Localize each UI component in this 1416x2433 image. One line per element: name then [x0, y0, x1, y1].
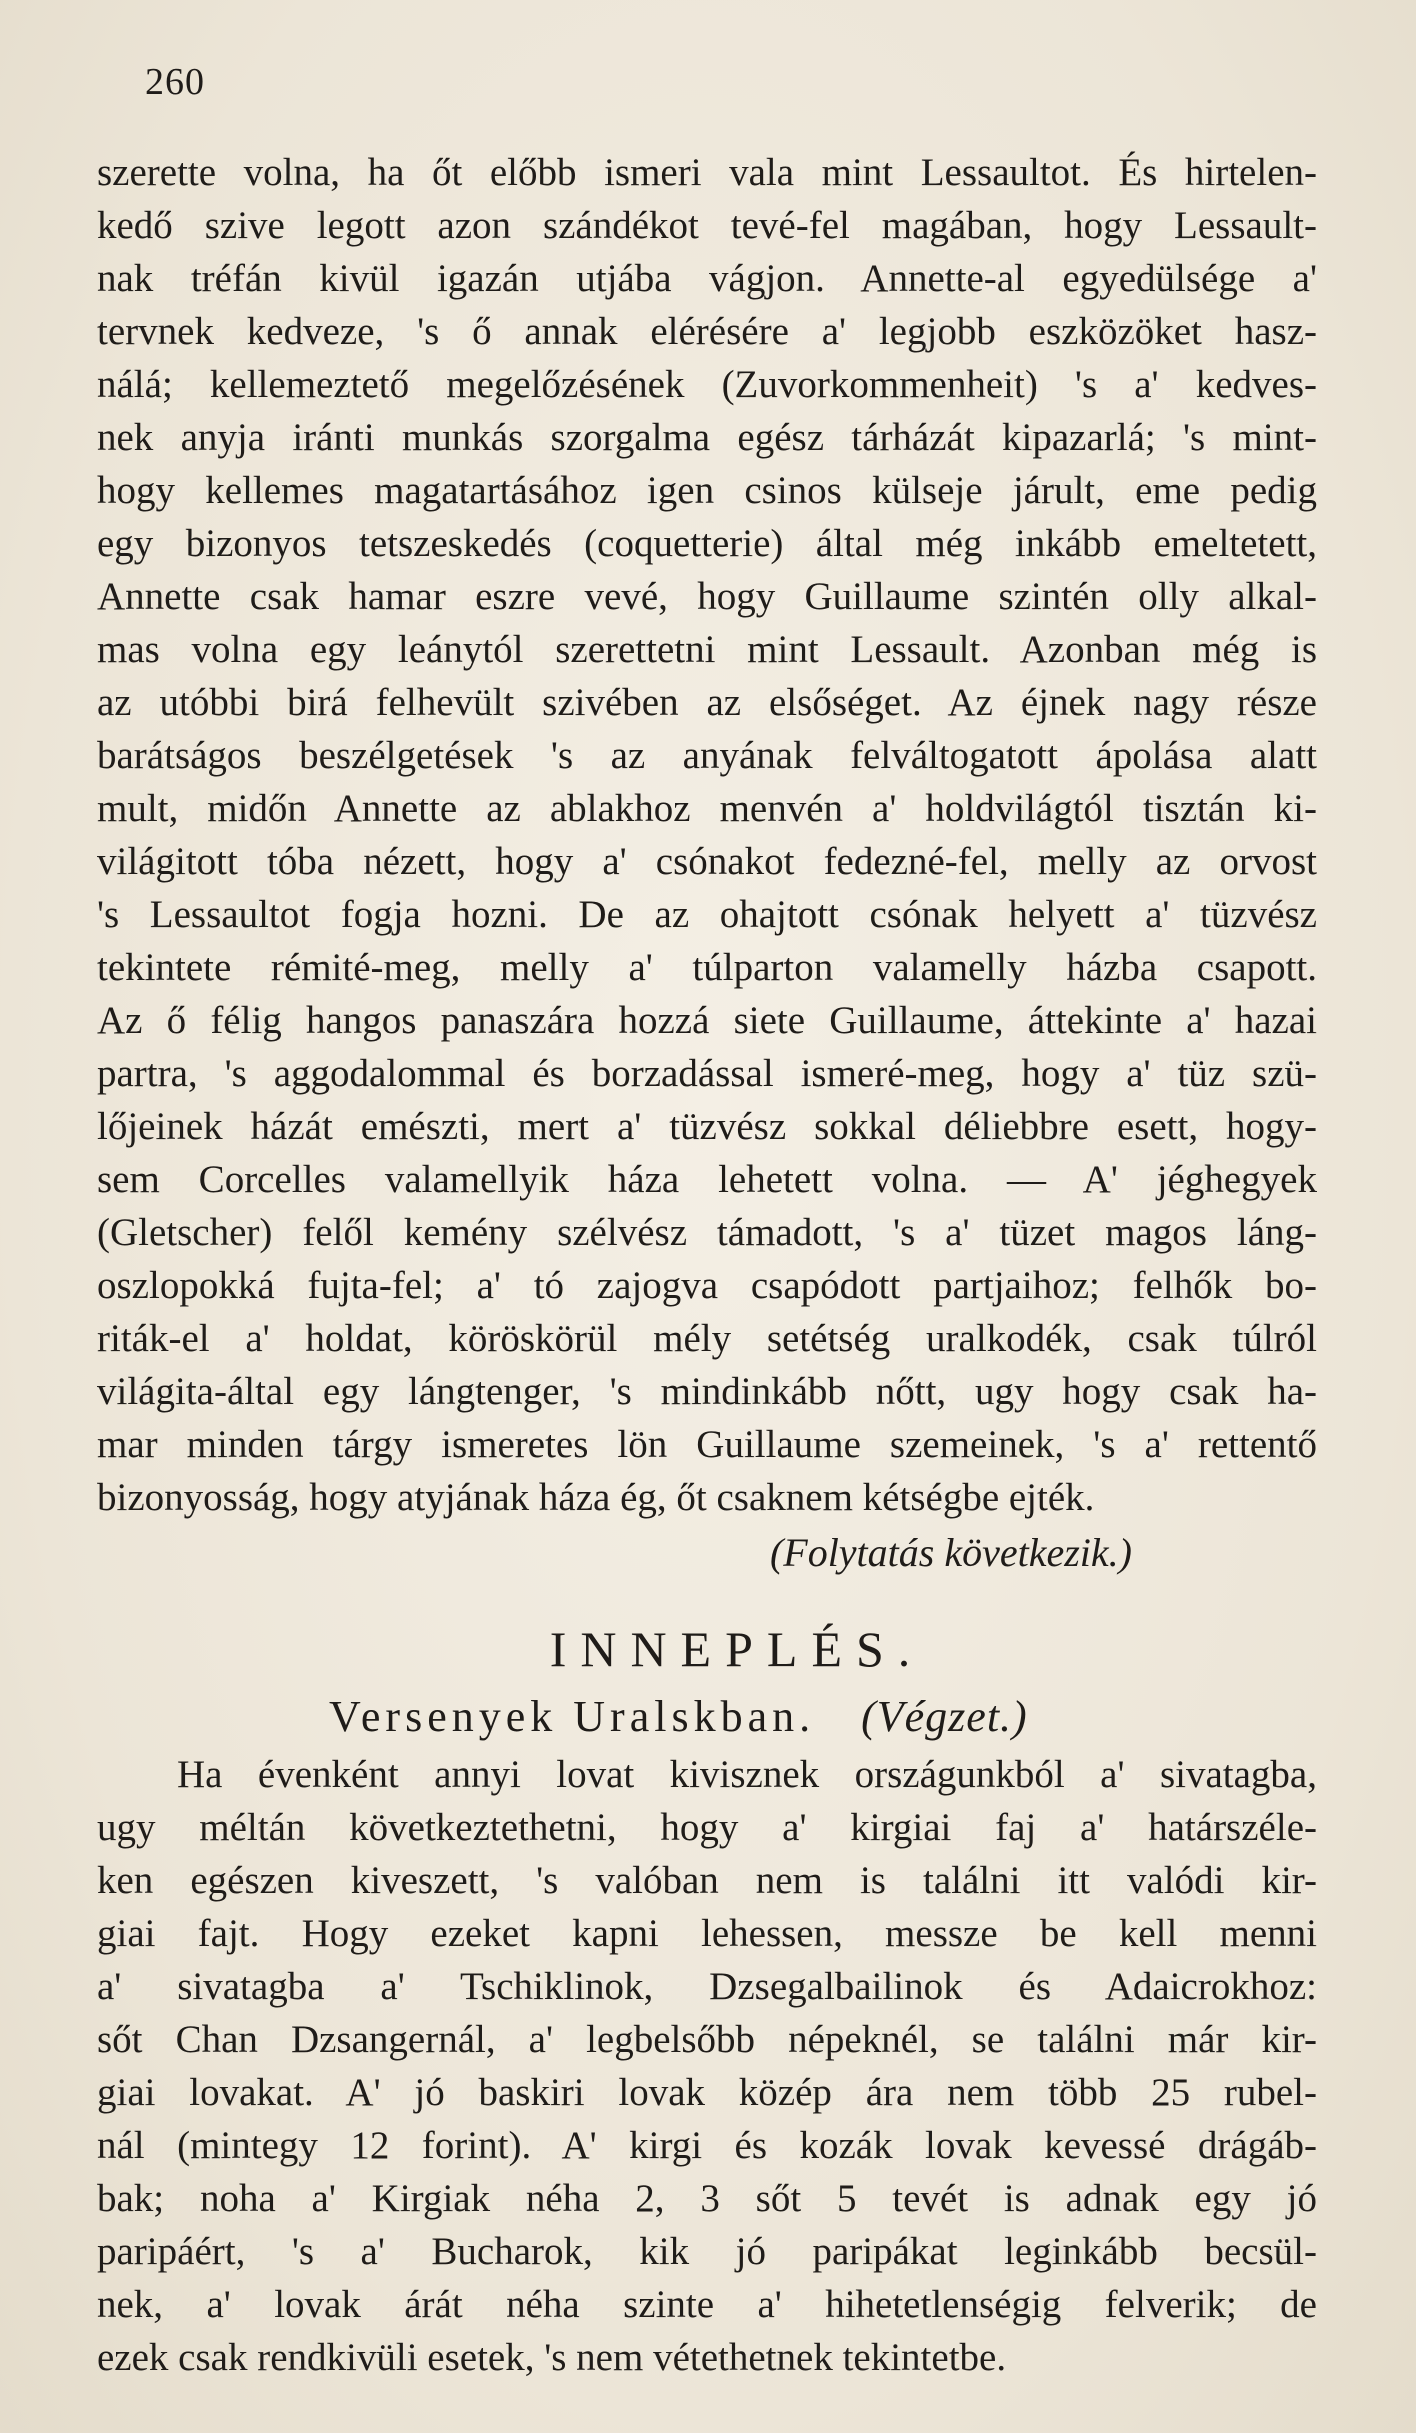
text-line: kedő szive legott azon szándékot tevé-fel magában, hogy Lessault-: [97, 204, 1317, 247]
subtitle-note: (Végzet.): [861, 1692, 1028, 1741]
text-line: mult, midőn Annette az ablakhoz menvén a' holdvilágtól tisztán ki-: [97, 787, 1317, 830]
text-line: ugy méltán következtethetni, hogy a' kirgiai faj a' határszéle-: [97, 1806, 1317, 1849]
text-line: szerette volna, ha őt előbb ismeri vala mint Lessaultot. És hirtelen-: [97, 151, 1317, 194]
text-line: bak; noha a' Kirgiak néha 2, 3 sőt 5 tevét is adnak egy jó: [97, 2177, 1317, 2220]
text-line: nak tréfán kivül igazán utjába vágjon. Annette-al egyedülsége a': [97, 257, 1317, 300]
text-line: az utóbbi birá felhevült szivében az elsőséget. Az éjnek nagy része: [97, 681, 1317, 724]
text-line: giai lovakat. A' jó baskiri lovak közép ára nem több 25 rubel-: [97, 2071, 1317, 2114]
text-line: a' sivatagba a' Tschiklinok, Dzsegalbailinok és Adaicrokhoz:: [97, 1965, 1317, 2008]
text-column: [97, 146, 1317, 2384]
text-line: Az ő félig hangos panaszára hozzá siete Guillaume, áttekinte a' hazai: [97, 999, 1317, 1042]
text-line: nálá; kellemeztető megelőzésének (Zuvorkommenheit) 's a' kedves-: [97, 363, 1317, 406]
section-subtitle: [97, 1686, 1317, 1748]
continuation-note: (Folytatás következik.): [769, 1530, 1132, 1575]
text-line: tervnek kedveze, 's ő annak elérésére a' legjobb eszközöket hasz-: [97, 310, 1317, 353]
text-line: mas volna egy leánytól szerettetni mint Lessault. Azonban még is: [97, 628, 1317, 671]
text-line: giai fajt. Hogy ezeket kapni lehessen, messze be kell menni: [97, 1912, 1317, 1955]
story-text: [97, 146, 1317, 1524]
text-line: lőjeinek házát emészti, mert a' tüzvész sokkal déliebbre esett, hogy-: [97, 1105, 1317, 1148]
article-text: [97, 1748, 1317, 2384]
text-line: riták-el a' holdat, köröskörül mély setétség uralkodék, csak túlról: [97, 1317, 1317, 1360]
text-line: 's Lessaultot fogja hozni. De az ohajtott csónak helyett a' tüzvész: [97, 893, 1317, 936]
text-line: Ha évenként annyi lovat kivisznek országunkból a' sivatagba,: [177, 1753, 1317, 1796]
text-line: hogy kellemes magatartásához igen csinos külseje járult, eme pedig: [97, 469, 1317, 512]
text-line: ken egészen kiveszett, 's valóban nem is találni itt valódi kir-: [97, 1859, 1317, 1902]
text-line: tekintete rémité-meg, melly a' túlparton valamelly házba csapott.: [97, 946, 1317, 989]
text-line: partra, 's aggodalommal és borzadással ismeré-meg, hogy a' tüz szü-: [97, 1052, 1317, 1095]
text-line: világitott tóba nézett, hogy a' csónakot fedezné-fel, melly az orvost: [97, 840, 1317, 883]
text-line: ezek csak rendkivüli esetek, 's nem vétethetnek tekintetbe.: [97, 2336, 1007, 2379]
text-line: nál (mintegy 12 forint). A' kirgi és kozák lovak kevessé drágáb-: [97, 2124, 1317, 2167]
text-line: paripáért, 's a' Bucharok, kik jó paripákat leginkább becsül-: [97, 2230, 1317, 2273]
text-line: (Gletscher) felől kemény szélvész támadott, 's a' tüzet magos láng-: [97, 1211, 1317, 1254]
text-line: nek, a' lovak árát néha szinte a' hihetetlenségig felverik; de: [97, 2283, 1317, 2326]
text-line: nek anyja iránti munkás szorgalma egész tárházát kipazarlá; 's mint-: [97, 416, 1317, 459]
text-line: barátságos beszélgetések 's az anyának felváltogatott ápolása alatt: [97, 734, 1317, 777]
text-line: sőt Chan Dzsangernál, a' legbelsőbb népeknél, se találni már kir-: [97, 2018, 1317, 2061]
text-line: világita-által egy lángtenger, 's mindinkább nőtt, ugy hogy csak ha-: [97, 1370, 1317, 1413]
text-line: oszlopokká fujta-fel; a' tó zajogva csapódott partjaihoz; felhők bo-: [97, 1264, 1317, 1307]
subtitle-text: Versenyek Uralskban.: [329, 1692, 816, 1741]
text-line: sem Corcelles valamellyik háza lehetett volna. — A' jéghegyek: [97, 1158, 1317, 1201]
text-line: mar minden tárgy ismeretes lön Guillaume szemeinek, 's a' rettentő: [97, 1423, 1317, 1466]
text-line: egy bizonyos tetszeskedés (coquetterie) által még inkább emeltetett,: [97, 522, 1317, 565]
text-line: bizonyosság, hogy atyjának háza ég, őt csaknem kétségbe ejték.: [97, 1476, 1095, 1519]
section-title: INNEPLÉS.: [549, 1621, 925, 1677]
text-line: Annette csak hamar eszre vevé, hogy Guillaume szintén olly alkal-: [97, 575, 1317, 618]
page-number: 260: [145, 61, 205, 103]
